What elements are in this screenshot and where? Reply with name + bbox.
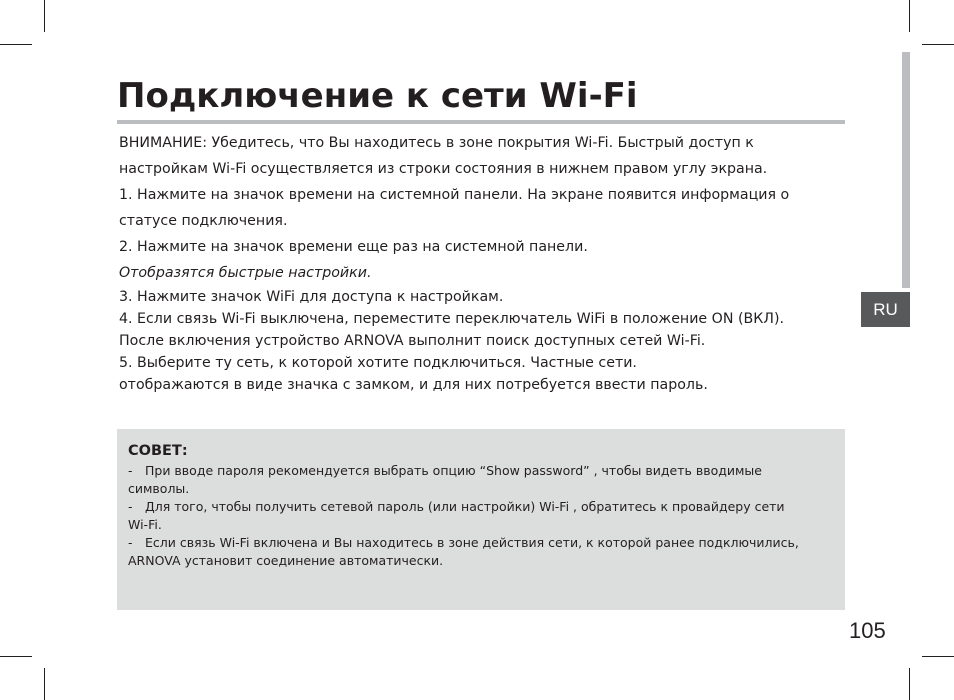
tip-item-1-text: При вводе пароля рекомендуется выбрать опцию “Show password” , чтобы видеть вводимые: [145, 463, 762, 478]
side-thumb-bar: [902, 52, 910, 288]
tip-dash: -: [128, 463, 133, 478]
tip-dash: -: [128, 499, 133, 514]
tip-item-2-text: Для того, чтобы получить сетевой пароль (или настройки) Wi-Fi , обратитесь к провайдеру сети: [145, 499, 785, 514]
step-5-continued: отображаются в виде значка с замком, и для них потребуется ввести пароль.: [119, 377, 708, 393]
tip-item: [128, 498, 844, 534]
crop-mark-top-right-h: [922, 44, 954, 45]
crop-mark-bottom-left-h: [0, 656, 32, 657]
tip-item-2-line-2: Wi-Fi.: [128, 517, 162, 532]
tip-item: [128, 534, 844, 570]
tip-item-3-text: Если связь Wi-Fi включена и Вы находитесь в зоне действия сети, к которой ранее подключились,: [145, 535, 799, 550]
page-number: 105: [849, 618, 886, 643]
tip-dash: -: [128, 535, 133, 550]
tip-item-3-line-1: [128, 534, 844, 552]
page-title: Подключение к сети Wi-Fi: [117, 76, 638, 116]
tip-item-1-line-2: символы.: [128, 481, 190, 496]
title-underline: [117, 120, 845, 124]
warning-line-1: ВНИМАНИЕ: Убедитесь, что Вы находитесь в зоне покрытия Wi-Fi. Быстрый доступ к: [119, 135, 754, 151]
language-tab: RU: [861, 292, 910, 327]
step-1-line-1: 1. Нажмите на значок времени на системной панели. На экране появится информация о: [119, 187, 790, 203]
instructions: [119, 130, 845, 396]
tip-item: [128, 462, 844, 498]
crop-mark-bottom-right-v: [909, 668, 910, 700]
tip-item-2-line-1: [128, 498, 844, 516]
warning-line-2: настройкам Wi-Fi осуществляется из строки состояния в нижнем правом углу экрана.: [119, 161, 768, 177]
step-5: 5. Выберите ту сеть, к которой хотите подключиться. Частные сети.: [119, 355, 637, 371]
tip-heading: СОВЕТ:: [128, 443, 188, 459]
crop-mark-top-left-v: [44, 0, 45, 32]
quick-settings-note: Отобразятся быстрые настройки.: [119, 265, 372, 281]
tip-item-1-line-1: [128, 462, 844, 480]
crop-mark-bottom-left-v: [44, 668, 45, 700]
step-4: 4. Если связь Wi-Fi выключена, переместите переключатель WiFi в положение ON (ВКЛ).: [119, 311, 785, 327]
tip-list: [128, 462, 844, 570]
crop-mark-bottom-right-h: [922, 656, 954, 657]
crop-mark-top-left-h: [0, 44, 32, 45]
step-1-line-2: статусе подключения.: [119, 213, 288, 229]
step-3: 3. Нажмите значок WiFi для доступа к настройкам.: [119, 289, 504, 305]
tip-item-3-line-2: ARNOVA установит соединение автоматически.: [128, 553, 444, 568]
tip-box: [117, 429, 845, 610]
crop-mark-top-right-v: [909, 0, 910, 32]
step-4-continued: После включения устройство ARNOVA выполнит поиск доступных сетей Wi-Fi.: [119, 333, 706, 349]
step-2: 2. Нажмите на значок времени еще раз на системной панели.: [119, 239, 588, 255]
